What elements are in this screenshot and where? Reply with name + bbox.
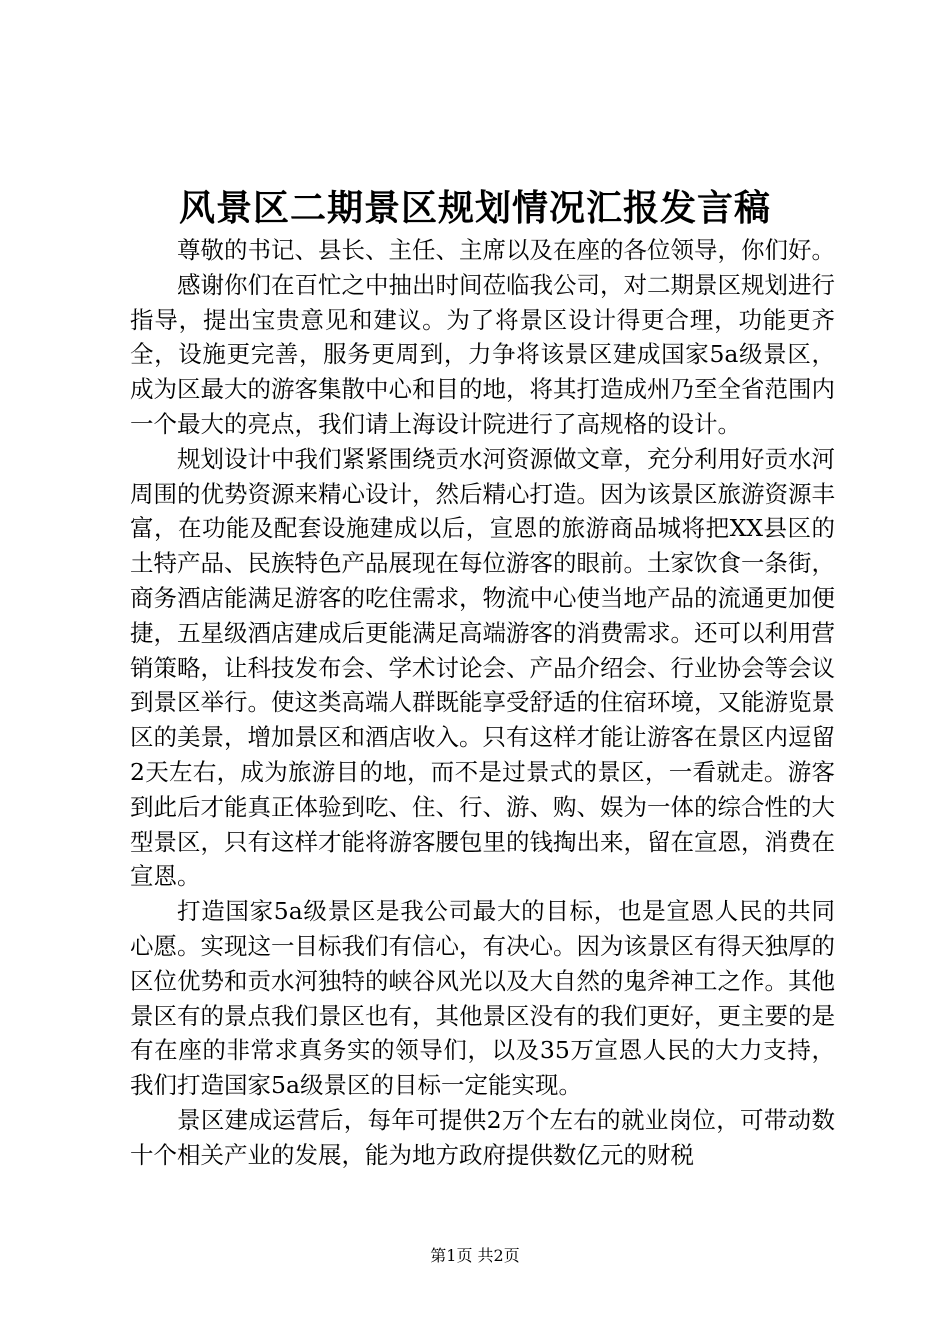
paragraph-thanks: 感谢你们在百忙之中抽出时间莅临我公司，对二期景区规划进行指导，提出宝贵意见和建议。为了将景区设计得更合理，功能更齐全，设施更完善，服务更周到，力争将该景区建成国家5a级景区，成为区最大的游客集散中心和目的地，将其打造成州乃至全省范围内一个最大的亮点，我们请上海设计院进行了高规格的设计。 xyxy=(130,270,835,438)
page-footer: 第1页 共2页 xyxy=(430,1246,520,1265)
document-title: 风景区二期景区规划情况汇报发言稿 xyxy=(178,187,771,229)
paragraph-greeting: 尊敬的书记、县长、主任、主席以及在座的各位领导，你们好。 xyxy=(177,236,835,264)
paragraph-benefits: 景区建成运营后，每年可提供2万个左右的就业岗位，可带动数十个相关产业的发展，能为地方政府提供数亿元的财税 xyxy=(130,1105,835,1169)
paragraph-goal: 打造国家5a级景区是我公司最大的目标，也是宣恩人民的共同心愿。实现这一目标我们有信心，有决心。因为该景区有得天独厚的区位优势和贡水河独特的峡谷风光以及大自然的鬼斧神工之作。其他景区有的景点我们景区也有，其他景区没有的我们更好，更主要的是有在座的非常求真务实的领导们，以及35万宣恩人民的大力支持，我们打造国家5a级景区的目标一定能实现。 xyxy=(130,897,835,1100)
document-body xyxy=(130,233,835,1173)
paragraph-planning: 规划设计中我们紧紧围绕贡水河资源做文章，充分利用好贡水河周围的优势资源来精心设计，然后精心打造。因为该景区旅游资源丰富，在功能及配套设施建成以后，宣恩的旅游商品城将把XX县区的土特产品、民族特色产品展现在每位游客的眼前。土家饮食一条街，商务酒店能满足游客的吃住需求，物流中心使当地产品的流通更加便捷，五星级酒店建成后更能满足高端游客的消费需求。还可以利用营销策略，让科技发布会、学术讨论会、产品介绍会、行业协会等会议到景区举行。使这类高端人群既能享受舒适的住宿环境，又能游览景区的美景，增加景区和酒店收入。只有这样才能让游客在景区内逗留2天左右，成为旅游目的地，而不是过景式的景区，一看就走。游客到此后才能真正体验到吃、住、行、游、购、娱为一体的综合性的大型景区，只有这样才能将游客腰包里的钱掏出来，留在宣恩，消费在宣恩。 xyxy=(130,444,835,891)
